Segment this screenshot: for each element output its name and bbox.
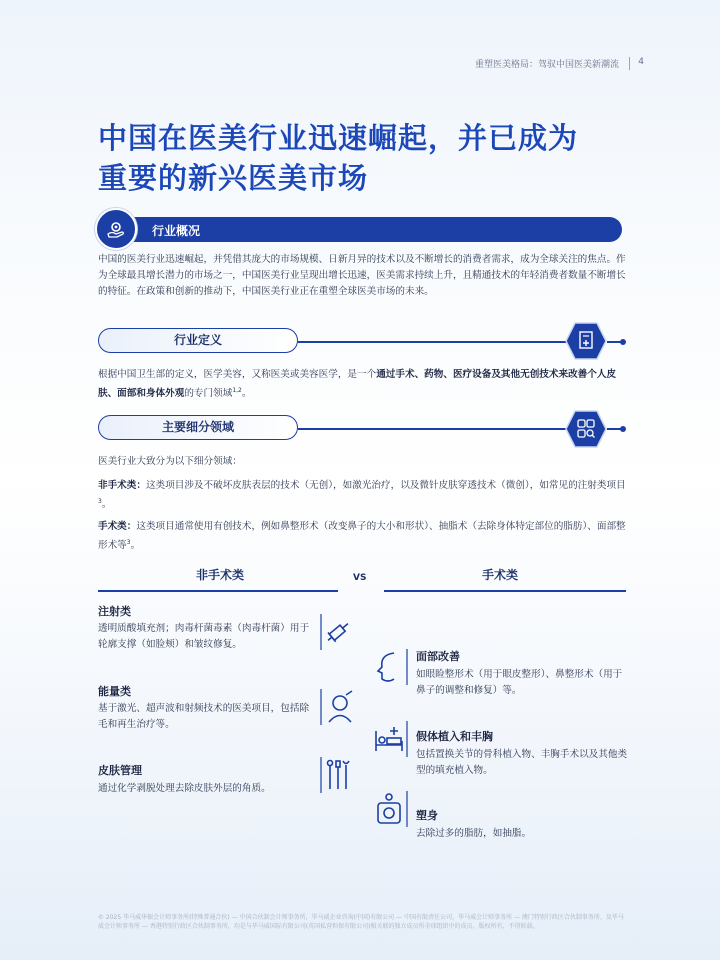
non-surgical-definition: 非手术类：这类项目涉及不破坏皮肤表层的技术（无创），如激光治疗，以及微针皮肤穿透技术（微创），如常见的注射类项目$^3$。 bbox=[98, 480, 626, 511]
gear-hand-icon bbox=[95, 208, 137, 250]
skincare-desc: 通过化学剥脱处理去除皮肤外层的角质。 bbox=[98, 783, 271, 794]
body-title: 塑身 bbox=[416, 809, 438, 822]
non-surgical-text: 这类项目涉及不破坏皮肤表层的技术（无创），如激光治疗，以及微针皮肤穿透技术（微创），如常见的注射类项目 bbox=[145, 480, 626, 491]
segments-connector bbox=[298, 428, 566, 430]
energy-desc: 基于激光、超声波和射频技术的医美项目，包括除毛和再生治疗等。 bbox=[98, 703, 310, 730]
definition-connector bbox=[298, 341, 566, 343]
energy-title: 能量类 bbox=[98, 685, 131, 698]
vs-label: VS bbox=[353, 573, 367, 583]
definition-connector-end bbox=[607, 341, 621, 343]
body-scale-icon bbox=[372, 791, 408, 827]
copyright-footer: © 2025 毕马威华振会计师事务所(特殊普通合伙) — 中国合伙制会计师事务所，毕马威企业咨询(中国)有限公司 — 中国有限责任公司，毕马威会计师事务所 — 澳门特别行政区合伙制事务所，及毕马威会计师事务所 — 香港特别行政区合伙制事务所，均是与毕马威国际有限公司(英国私营担保有限公司)相关联的独立成员所全球组织中的成员。版权所有，不得转载。 bbox=[98, 914, 624, 930]
surgical-footnote: 3 bbox=[126, 539, 131, 546]
header-divider bbox=[629, 57, 630, 70]
non-surgical-label: 非手术类： bbox=[98, 480, 146, 491]
syringe-icon bbox=[320, 614, 356, 650]
title-line-1: 中国在医美行业迅速崛起，并已成为 bbox=[98, 121, 579, 155]
running-header bbox=[475, 57, 630, 70]
injection-desc: 透明质酸填充剂；肉毒杆菌毒素（肉毒杆菌）用于轮廓支撑（如脸颊）和皱纹修复。 bbox=[98, 623, 310, 650]
non-surgical-underline bbox=[98, 590, 338, 592]
surgical-heading: 手术类 bbox=[481, 568, 518, 582]
segments-pill bbox=[98, 415, 298, 440]
skincare-title: 皮肤管理 bbox=[98, 764, 142, 777]
segments-dot bbox=[620, 426, 626, 432]
page-title bbox=[98, 118, 638, 198]
overview-heading: 行业概况 bbox=[152, 224, 201, 238]
definition-text-end: 的专门领域 bbox=[184, 388, 233, 400]
overview-body: 中国的医美行业迅速崛起，并凭借其庞大的市场规模、日新月异的技术以及不断增长的消费者需求，成为全球关注的焦点。作为全球最具增长潜力的市场之一，中国医美行业呈现出增长迅速，医美需求持续上升，且精通技术的年轻消费者数量不断增长的特征。在政策和创新的推动下，中国医美行业正在重塑全球医美市场的未来。 bbox=[98, 254, 626, 297]
definition-dot bbox=[620, 339, 626, 345]
surgical-label: 手术类： bbox=[98, 521, 137, 532]
implant-title: 假体植入和丰胸 bbox=[416, 730, 493, 743]
definition-footnote: 1,2 bbox=[232, 387, 242, 394]
definition-body bbox=[98, 367, 628, 402]
surgical-text: 这类项目通常使用有创技术，例如鼻整形术（改变鼻子的大小和形状）、抽脂术（去除身体特定部位的脂肪）、面部整形术等 bbox=[98, 521, 626, 552]
laser-face-icon bbox=[320, 689, 356, 725]
overview-heading-bar bbox=[128, 217, 622, 242]
definition-pill bbox=[98, 328, 298, 353]
face-title: 面部改善 bbox=[416, 650, 460, 663]
body-desc: 去除过多的脂肪，如抽脂。 bbox=[416, 828, 532, 839]
definition-period: 。 bbox=[241, 388, 252, 400]
hospital-bed-icon bbox=[372, 721, 408, 757]
surgical-definition: 手术类：这类项目通常使用有创技术，例如鼻整形术（改变鼻子的大小和形状）、抽脂术（去除身体特定部位的脂肪）、面部整形术等$^3$。 bbox=[98, 521, 626, 552]
implant-desc: 包括置换关节的骨科植入物、丰胸手术以及其他类型的填充植入物。 bbox=[416, 749, 628, 776]
non-surgical-heading: 非手术类 bbox=[195, 568, 244, 582]
face-desc: 如眼睑整形术（用于眼皮整形）、鼻整形术（用于鼻子的调整和修复）等。 bbox=[416, 669, 623, 696]
segments-grid-icon bbox=[565, 409, 607, 449]
page-number: 4 bbox=[638, 57, 644, 67]
segments-intro: 医美行业大致分为以下细分领域： bbox=[98, 456, 242, 467]
definition-heading: 行业定义 bbox=[173, 333, 222, 347]
definition-text-bold: 通过手术、药物、医疗设备及其他无创技术来改善个人皮肤、面部和身体外观 bbox=[98, 369, 617, 400]
title-line-2: 重要的新兴医美市场 bbox=[98, 161, 369, 195]
face-profile-icon bbox=[372, 649, 408, 685]
non-surgical-footnote: 3 bbox=[98, 498, 102, 505]
medical-document-icon bbox=[565, 321, 607, 361]
running-title: 重塑医美格局：驾驭中国医美新潮流 bbox=[474, 60, 619, 70]
definition-text-start: 根据中国卫生部的定义，医学美容，又称医美或美容医学，是一个 bbox=[98, 369, 377, 380]
skincare-tools-icon bbox=[320, 757, 356, 793]
surgical-underline bbox=[384, 590, 626, 592]
injection-title: 注射类 bbox=[98, 605, 131, 618]
segments-heading: 主要细分领域 bbox=[161, 420, 234, 434]
segments-connector-end bbox=[607, 428, 621, 430]
